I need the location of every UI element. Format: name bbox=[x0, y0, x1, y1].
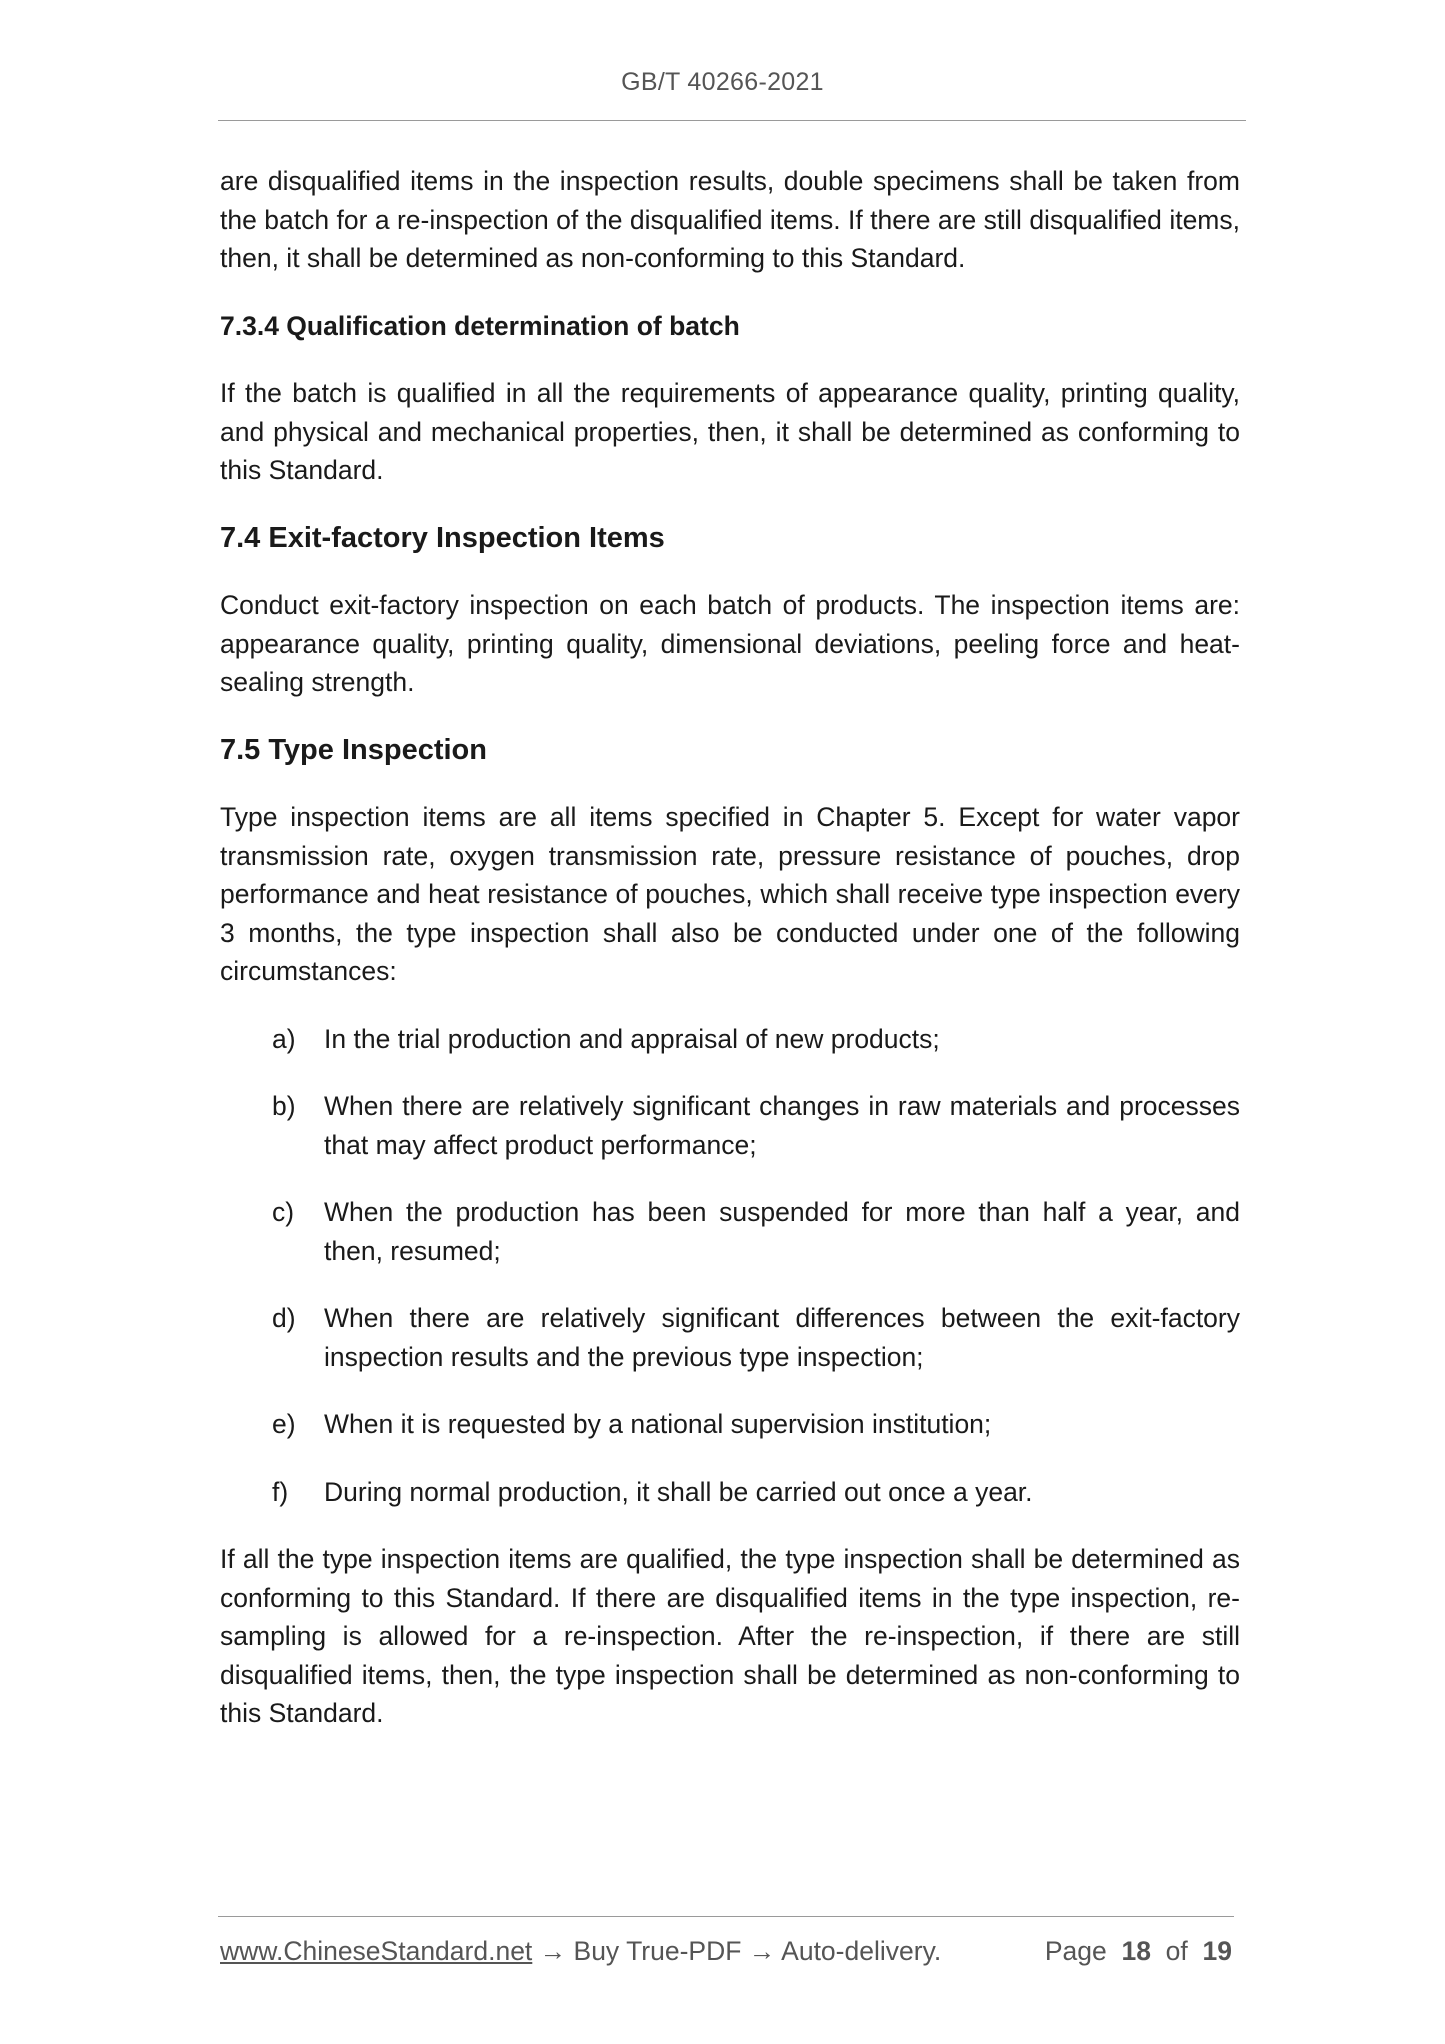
list-item bbox=[220, 1193, 1240, 1270]
heading-7-5: 7.5 Type Inspection bbox=[220, 733, 487, 766]
list-item-text: When there are relatively significant changes in raw materials and processes that may affect product performance; bbox=[324, 1091, 1240, 1160]
list-item-text: When the production has been suspended for more than half a year, and then, resumed; bbox=[324, 1197, 1240, 1266]
document-code: GB/T 40266-2021 bbox=[621, 68, 824, 96]
list-marker: d) bbox=[272, 1303, 296, 1333]
footer-divider bbox=[218, 1916, 1234, 1917]
page-word: Page bbox=[1044, 1936, 1107, 1966]
list-marker: c) bbox=[272, 1197, 295, 1227]
page-content bbox=[220, 162, 1240, 1762]
footer-left bbox=[220, 1936, 941, 1967]
page-indicator bbox=[1045, 1936, 1232, 1967]
list-marker: b) bbox=[272, 1091, 296, 1121]
page-total: 19 bbox=[1202, 1936, 1232, 1966]
list-item bbox=[220, 1473, 1240, 1512]
list-item-text: During normal production, it shall be carried out once a year. bbox=[324, 1476, 1033, 1507]
list-marker: a) bbox=[272, 1023, 296, 1054]
list-marker: f) bbox=[272, 1476, 289, 1507]
list-item bbox=[220, 1405, 1240, 1444]
page-current: 18 bbox=[1121, 1936, 1151, 1966]
of-word: of bbox=[1165, 1936, 1188, 1966]
list-marker: e) bbox=[272, 1409, 296, 1439]
heading-7-4: 7.4 Exit-factory Inspection Items bbox=[220, 521, 665, 554]
list-item bbox=[220, 1299, 1240, 1376]
heading-7-3-4: 7.3.4 Qualification determination of batch bbox=[220, 310, 740, 341]
paragraph-exit-factory: Conduct exit-factory inspection on each batch of products. The inspection items are: appearance quality, printing quality, dimensional deviations, peeling force and heat-sealing strength. bbox=[220, 590, 1240, 697]
header-divider bbox=[218, 120, 1246, 121]
paragraph-batch-qualification: If the batch is qualified in all the requirements of appearance quality, printing quality, and physical and mechanical properties, then, it shall be determined as conforming to this Standard. bbox=[220, 378, 1240, 485]
page-footer bbox=[220, 1936, 1232, 1967]
list-item bbox=[220, 1087, 1240, 1164]
circumstances-list bbox=[220, 1020, 1240, 1512]
list-item-text: When it is requested by a national supervision institution; bbox=[324, 1409, 992, 1439]
paragraph-type-inspection-result: If all the type inspection items are qualified, the type inspection shall be determined as conforming to this Standard. If there are disqualified items in the type inspection, re-sampling is allowed for a re-inspection. After the re-inspection, if there are still disqualified items, then, the type inspection shall be determined as non-conforming to this Standard. bbox=[220, 1544, 1240, 1728]
list-item bbox=[220, 1020, 1240, 1059]
paragraph-continuation: are disqualified items in the inspection results, double specimens shall be taken from the batch for a re-inspection of the disqualified items. If there are still disqualified items, then, it shall be determined as non-conforming to this Standard. bbox=[220, 166, 1240, 273]
paragraph-type-inspection: Type inspection items are all items specified in Chapter 5. Except for water vapor transmission rate, oxygen transmission rate, pressure resistance of pouches, drop performance and heat resistance of pouches, which shall receive type inspection every 3 months, the type inspection shall also be conducted under one of the following circumstances: bbox=[220, 802, 1240, 986]
footer-tagline: → Buy True-PDF → Auto-delivery. bbox=[532, 1936, 942, 1966]
list-item-text: In the trial production and appraisal of new products; bbox=[324, 1023, 940, 1054]
website-link[interactable]: www.ChineseStandard.net bbox=[220, 1936, 533, 1966]
list-item-text: When there are relatively significant differences between the exit-factory inspection results and the previous type inspection; bbox=[324, 1303, 1240, 1372]
